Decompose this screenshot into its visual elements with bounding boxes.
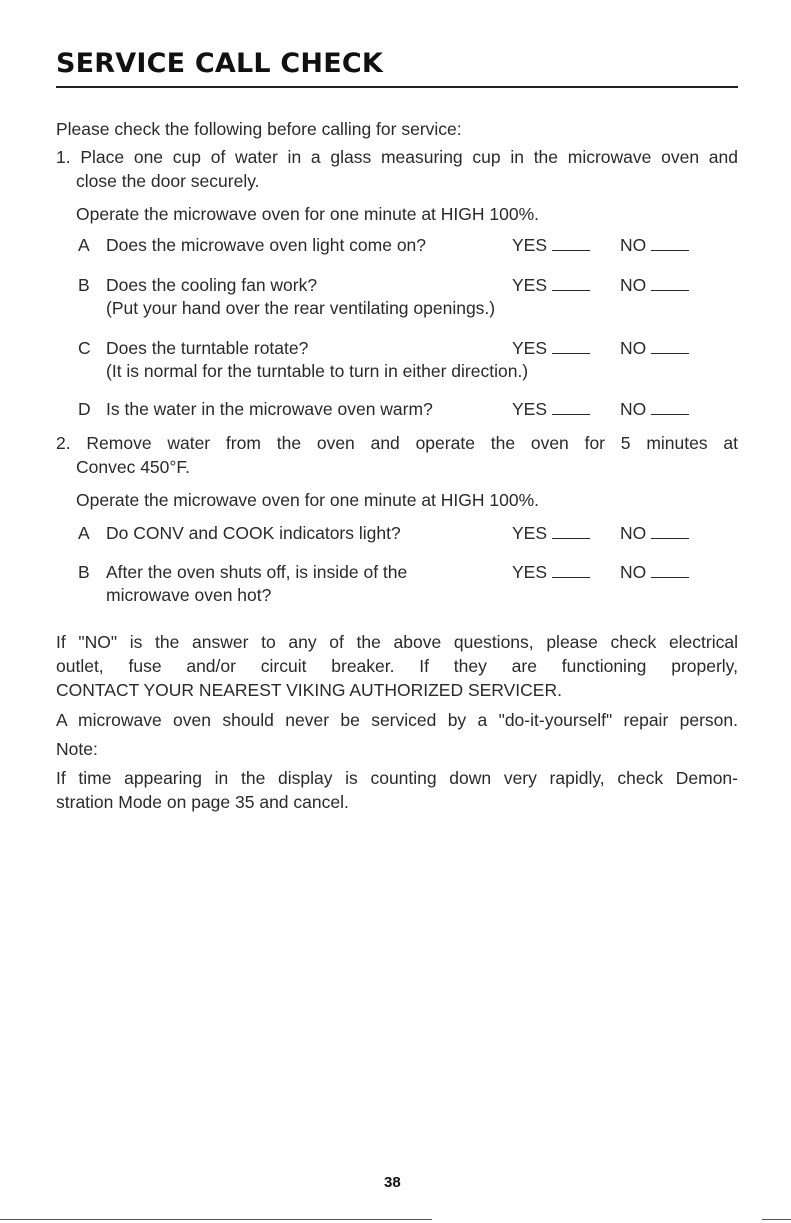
yes-answer — [512, 522, 590, 544]
no-label: NO — [620, 523, 647, 543]
yes-answer — [512, 561, 590, 583]
no-answer — [620, 398, 689, 420]
diy-warning: A microwave oven should never be serviced by a "do-it-yourself" repair person. — [56, 710, 738, 730]
yes-label: YES — [512, 562, 548, 582]
step2-line1: 2. Remove water from the oven and operate the oven for 5 minutes at — [56, 433, 738, 453]
no-answer — [620, 337, 689, 359]
closing-line2: outlet, fuse and/or circuit breaker. If they are functioning properly, — [56, 656, 738, 676]
no-label: NO — [620, 338, 647, 358]
answer-blank — [552, 563, 590, 578]
step1-question-d: Is the water in the microwave oven warm? — [106, 399, 433, 419]
step2-question-b-letter: B — [78, 562, 90, 582]
step2-question-a: Do CONV and COOK indicators light? — [106, 523, 401, 543]
yes-answer — [512, 337, 590, 359]
no-label: NO — [620, 275, 647, 295]
step1-question-c-letter: C — [78, 338, 91, 358]
step1-question-c-note: (It is normal for the turntable to turn in either direction.) — [106, 361, 529, 381]
answer-blank — [552, 339, 590, 354]
step2-question-a-letter: A — [78, 523, 90, 543]
yes-answer — [512, 274, 590, 296]
page-title: SERVICE CALL CHECK — [56, 48, 383, 79]
step2-question-b-note: microwave oven hot? — [106, 585, 272, 605]
intro-text: Please check the following before calling for service: — [56, 119, 462, 139]
note-line1: If time appearing in the display is counting down very rapidly, check Demon- — [56, 768, 738, 788]
step1-question-b: Does the cooling fan work? — [106, 275, 318, 295]
answer-blank — [651, 276, 689, 291]
answer-blank — [651, 524, 689, 539]
note-line2: stration Mode on page 35 and cancel. — [56, 792, 349, 812]
step2-operate: Operate the microwave oven for one minute at HIGH 100%. — [76, 490, 540, 510]
step2-question-b: After the oven shuts off, is inside of the — [106, 562, 408, 582]
step1-operate: Operate the microwave oven for one minute at HIGH 100%. — [76, 204, 540, 224]
footer-rule — [762, 1219, 791, 1220]
footer-rule — [0, 1219, 432, 1220]
answer-blank — [552, 400, 590, 415]
step1-question-a: Does the microwave oven light come on? — [106, 235, 427, 255]
note-label: Note: — [56, 739, 98, 759]
page-number: 38 — [384, 1174, 401, 1191]
step1-question-d-letter: D — [78, 399, 91, 419]
yes-label: YES — [512, 523, 548, 543]
answer-blank — [651, 400, 689, 415]
no-answer — [620, 522, 689, 544]
step2-line2: Convec 450°F. — [76, 457, 191, 477]
yes-label: YES — [512, 399, 548, 419]
step1-question-b-note: (Put your hand over the rear ventilating openings.) — [106, 298, 496, 318]
step1-line2: close the door securely. — [76, 171, 260, 191]
no-answer — [620, 274, 689, 296]
step1-question-b-letter: B — [78, 275, 90, 295]
closing-line1: If "NO" is the answer to any of the above questions, please check electrical — [56, 632, 738, 652]
step1-question-a-letter: A — [78, 235, 90, 255]
no-label: NO — [620, 235, 647, 255]
answer-blank — [651, 563, 689, 578]
no-label: NO — [620, 562, 647, 582]
answer-blank — [552, 236, 590, 251]
yes-label: YES — [512, 338, 548, 358]
no-answer — [620, 561, 689, 583]
answer-blank — [552, 276, 590, 291]
yes-label: YES — [512, 275, 548, 295]
closing-line3: CONTACT YOUR NEAREST VIKING AUTHORIZED SERVICER. — [56, 680, 562, 700]
yes-label: YES — [512, 235, 548, 255]
answer-blank — [651, 339, 689, 354]
no-label: NO — [620, 399, 647, 419]
title-underline — [56, 86, 738, 88]
yes-answer — [512, 398, 590, 420]
no-answer — [620, 234, 689, 256]
yes-answer — [512, 234, 590, 256]
step1-question-c: Does the turntable rotate? — [106, 338, 309, 358]
step1-line1: 1. Place one cup of water in a glass measuring cup in the microwave oven and — [56, 147, 738, 167]
answer-blank — [552, 524, 590, 539]
answer-blank — [651, 236, 689, 251]
